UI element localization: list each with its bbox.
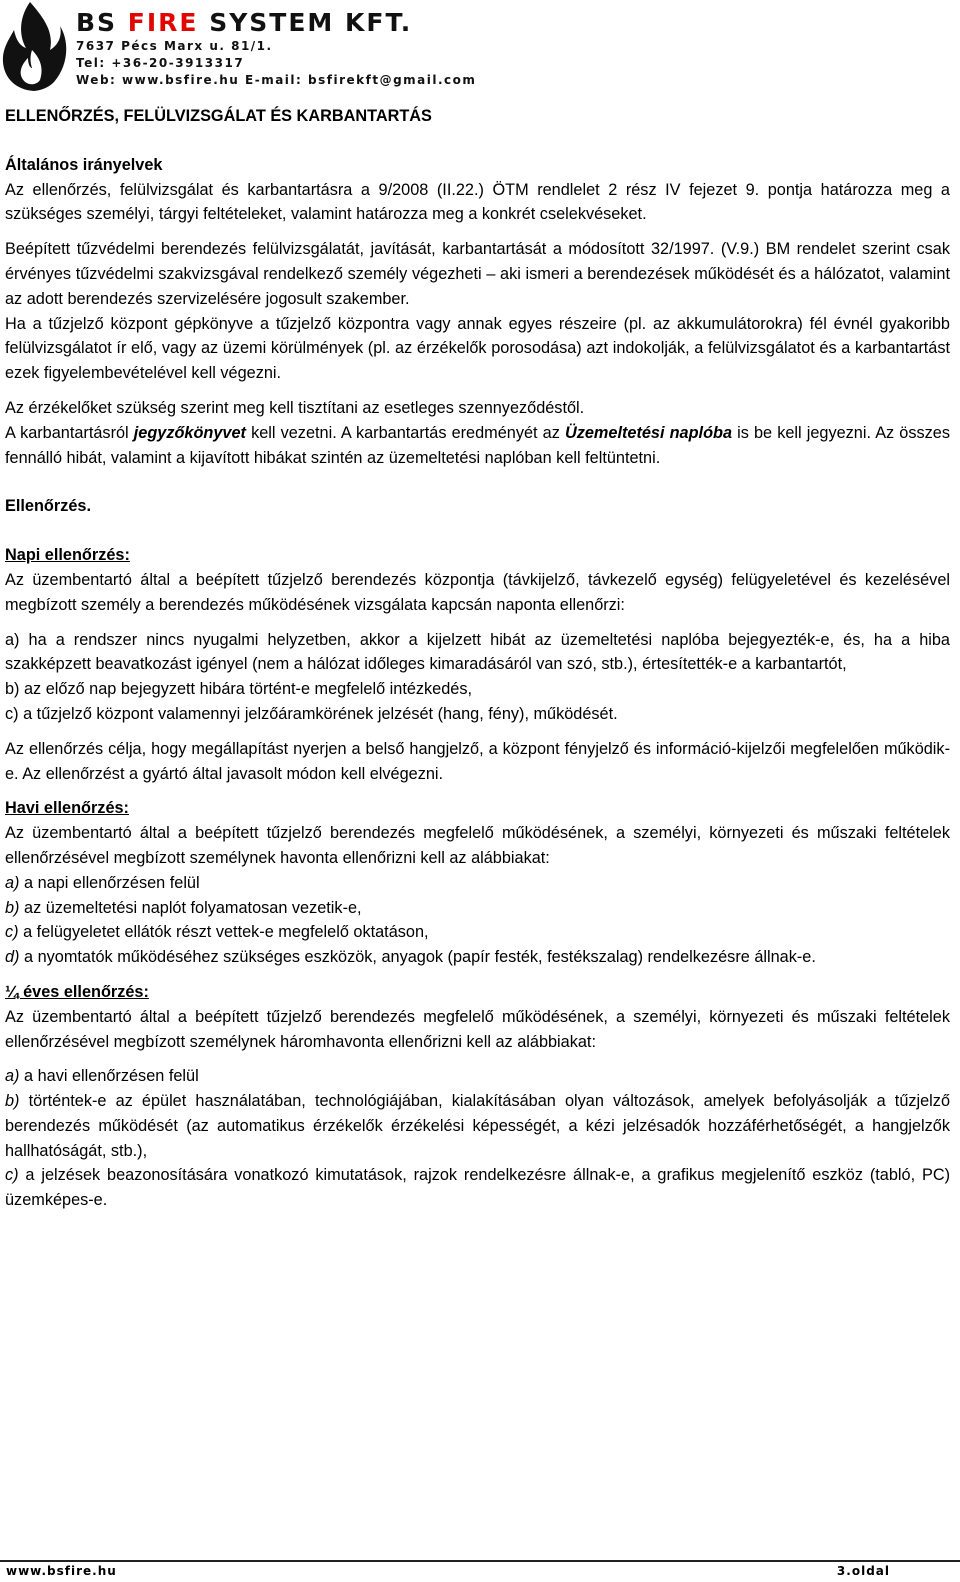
list-item: a) a havi ellenőrzésen felül [5,1067,199,1086]
page-title: ELLENŐRZÉS, FELÜLVIZSGÁLAT ÉS KARBANTARTÁS [5,107,432,125]
daily-item-b: b) az előző nap bejegyzett hibára történt-e megfelelő intézkedés, [5,680,473,699]
section-heading-quarterly: ¼ éves ellenőrzés: [5,982,149,1001]
section-heading-daily: Napi ellenőrzés: [5,546,130,565]
list-item: c) a jelzések beazonosítására vonatkozó kimutatások, rajzok rendelkezésre állnak-e, a grafikus megjelenítő eszköz (tabló, PC) üzemképes-e. [5,1166,950,1210]
daily-item-c: c) a tűzjelző központ valamennyi jelzőáramkörének jelzését (hang, fény), működését. [5,704,618,723]
paragraph-quarterly-intro: Az üzembentartó által a beépített tűzjelző berendezés megfelelő működésének, a személyi, környezeti és műszaki feltételek ellenőrzésével megbízott személynek háromhavonta ellenőrizni kell az alábbiakat: [5,1007,950,1051]
section-heading-monthly: Havi ellenőrzés: [5,799,129,818]
website-link[interactable]: www.bsfire.hu [122,73,240,87]
paragraph-manual: Ha a tűzjelző központ gépkönyve a tűzjelző központra vagy annak egyes részeire (pl. az akkumulátorokra) fél évnél gyakoribb felülvizsgálatot ír elő, vagy az üzemi körülmények (pl. az érzékelők porosodása) azt indokolják, a felülvizsgálatot és a karbantartást ezek figyelembevételével kell végezni. [5,314,950,383]
document-body [5,104,950,1213]
company-info [76,8,476,89]
list-item: c) a felügyeletet ellátók részt vettek-e megfelelő oktatáson, [5,923,429,942]
company-phone: Tel: +36-20-3913317 [76,56,245,70]
paragraph-installed-system: Beépített tűzvédelmi berendezés felülvizsgálatát, javítását, karbantartását a módosított 32/1997. (V.9.) BM rendelet szerint csak érvényes tűzvédelmi szakvizsgával rendelkező személy végezheti – aki ismeri a berendezések működését és a hálózatot, valamint az adott berendezés szervizelésére jogosult szakember. [5,240,950,308]
paragraph-maintenance-log: A karbantartásról jegyzőkönyvet kell vezetni. A karbantartás eredményét az Üzemeltetési naplóba is be kell jegyezni. Az összes fennálló hibát, valamint a kijavított hibákat szintén az üzemeltetési naplóban kell feltüntetni. [5,423,950,467]
paragraph-monthly-intro: Az üzembentartó által a beépített tűzjelző berendezés megfelelő működésének, a személyi, környezeti és műszaki feltételek ellenőrzésével megbízott személynek havonta ellenőrizni kell az alábbiakat: [5,824,950,867]
page-number: 3.oldal [836,1564,890,1578]
page-footer [0,1554,960,1582]
email-link[interactable]: bsfirekft@gmail.com [308,73,477,87]
list-item: b) történtek-e az épület használatában, technológiájában, kialakításában olyan változások, amelyek befolyásolják a tűzjelző berendezés működését (az automatikus érzékelők érzékelési képességét, a kézi jelzésadók hozzáférhetőségét, a hangjelzők hallhatóságát, stb.), [5,1092,950,1160]
daily-item-a: a) ha a rendszer nincs nyugalmi helyzetben, akkor a kijelzett hibát az üzemeltetési naplóba bejegyezték-e, és, ha a hiba szakképzett beavatkozást igényel (nem a hálózat időleges kimaradásáról van szó, stb.), értesítették-e a karbantartót, [5,630,950,674]
paragraph-daily-intro: Az üzembentartó által a beépített tűzjelző berendezés központja (távkijelző, távkezelő egység) felügyeletével és kezelésével megbízott személy a berendezés működésének vizsgálata kapcsán naponta ellenőrzi: [5,570,950,614]
flame-logo-icon [0,0,68,92]
company-web-email: Web: www.bsfire.hu E-mail: bsfirekft@gmail.com [76,73,477,87]
paragraph-daily-purpose: Az ellenőrzés célja, hogy megállapítást nyerjen a belső hangjelző, a központ fényjelző és információ-kijelzői megfelelően működik-e. Az ellenőrzést a gyártó által javasolt módon kell elvégezni. [5,739,950,783]
list-item: d) a nyomtatók működéséhez szükséges eszközök, anyagok (papír festék, festékszalag) rendelkezésre állnak-e. [5,948,816,967]
quarterly-list [5,1064,950,1213]
company-address: 7637 Pécs Marx u. 81/1. [76,39,273,53]
letterhead [0,0,960,92]
section-heading-inspection: Ellenőrzés. [5,497,91,516]
paragraph-detectors: Az érzékelőket szükség szerint meg kell tisztítani az esetleges szennyeződéstől. [5,398,585,417]
list-item: a) a napi ellenőrzésen felül [5,873,200,892]
list-item: b) az üzemeltetési naplót folyamatosan vezetik-e, [5,898,362,917]
paragraph-general: Az ellenőrzés, felülvizsgálat és karbantartásra a 9/2008 (II.22.) ÖTM rendlelet 2 rész IV fejezet 9. pontja határozza meg a szükséges személyi, tárgyi feltételeket, valamint határozza meg a konkrét cselekvéseket. [5,180,950,224]
company-name: BS FIRE SYSTEM KFT. [76,8,413,37]
monthly-list [5,871,950,970]
section-heading-general: Általános irányelvek [5,155,163,174]
footer-website[interactable]: www.bsfire.hu [6,1564,117,1578]
footer-divider [0,1560,960,1562]
